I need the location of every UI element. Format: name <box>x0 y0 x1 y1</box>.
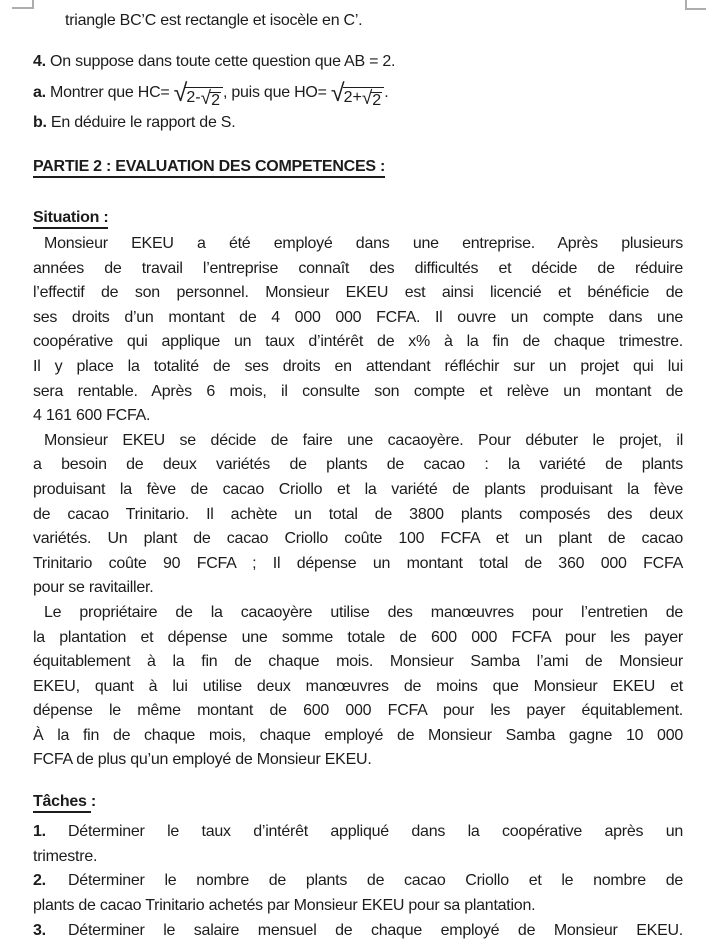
question-a-text-after: . <box>384 84 389 101</box>
paragraph-line: sera rentable. Après 6 mois, il consulte son compte et relève un montant de <box>33 382 683 400</box>
question-4-text: On suppose dans toute cette question que AB = 2. <box>50 53 396 70</box>
paragraph-line: équitablement à la fin de chaque mois. Monsieur Samba l’ami de Monsieur <box>33 653 683 671</box>
figure-border-corner-right <box>685 0 706 10</box>
question-b <box>33 110 683 135</box>
figure-border-corner-left <box>12 0 34 9</box>
paragraph-line: l’effectif de son personnel. Monsieur EKEU est ainsi licencié et bénéficie de <box>33 284 683 302</box>
tasks-heading: Tâches : <box>33 790 683 814</box>
task-item-2 <box>33 869 683 894</box>
paragraph-line: produisant la fève de cacao Criollo et la variété de plants produisant la fève <box>33 480 683 498</box>
question-a-text-middle: , puis que HO= <box>222 84 327 101</box>
question-4 <box>33 49 683 74</box>
paragraph-line: années de travail l’entreprise connaît des difficultés et décide de réduire <box>33 259 683 277</box>
paragraph-line: variétés. Un plant de cacao Criollo coûte 100 FCFA et un plant de cacao <box>33 530 683 548</box>
nested-sqrt <box>201 88 221 108</box>
paragraph-line: EKEU, quant à lui utilise deux manœuvres de moins que Monsieur EKEU et <box>33 677 683 695</box>
task-item-3 <box>33 919 683 939</box>
sqrt-expression-hc <box>174 76 223 110</box>
task-item-1 <box>33 820 683 845</box>
question-a <box>33 76 683 110</box>
task-item-1-continued: trimestre. <box>33 847 98 865</box>
paragraph-line: Monsieur EKEU se décide de faire une cacaoyère. Pour débuter le projet, il <box>44 431 683 449</box>
nested-radicand: 2 <box>372 92 382 109</box>
paragraph-line: Trinitario coûte 90 FCFA ; Il dépense un montant total de 360 000 FCFA <box>33 554 683 572</box>
task-text: Déterminer le salaire mensuel de chaque employé de Monsieur EKEU. <box>68 921 683 939</box>
task-number: 3. <box>33 921 46 939</box>
paragraph-line: Il y place la totalité de ses droits en attendant réfléchir sur un projet qui lui <box>33 357 683 375</box>
radicand-text: 2+ <box>343 89 362 106</box>
question-a-text-before: Montrer que HC= <box>50 84 170 101</box>
tasks-list <box>33 820 683 939</box>
question-4-number: 4. <box>33 53 46 70</box>
task-number: 2. <box>33 872 46 890</box>
radicand-text: 2- <box>186 89 201 106</box>
paragraph-line: pour se ravitailler. <box>33 579 154 597</box>
radical-sign: √ <box>361 88 373 109</box>
document-content <box>33 0 683 939</box>
geometry-intro-line: triangle BC’C est rectangle et isocèle en C’. <box>65 12 363 29</box>
paragraph-line: Monsieur EKEU a été employé dans une entreprise. Après plusieurs <box>44 235 683 252</box>
nested-sqrt <box>362 88 382 108</box>
nested-radicand: 2 <box>211 92 220 109</box>
question-b-text: En déduire le rapport de S. <box>50 114 236 131</box>
paragraph-line: a besoin de deux variétés de plants de cacao : la variété de plants <box>33 456 683 474</box>
sqrt-expression-ho <box>331 76 384 110</box>
paragraph-line: ses droits d’un montant de 4 000 000 FCFA. Il ouvre un compte dans une <box>33 308 683 326</box>
paragraph-line: 4 161 600 FCFA. <box>33 407 151 425</box>
paragraph-line: de cacao Trinitario. Il achète un total de 3800 plants composés des deux <box>33 505 683 523</box>
situation-body <box>33 232 683 773</box>
paragraph-line: coopérative qui applique un taux d’intérêt de x% à la fin de chaque trimestre. <box>33 333 683 351</box>
radical-sign: √ <box>330 79 345 107</box>
radical-sign: √ <box>200 88 212 109</box>
part2-heading: PARTIE 2 : EVALUATION DES COMPETENCES : <box>33 155 683 179</box>
paragraph-line: la plantation et dépense une somme totale de 600 000 FCFA pour les payer <box>33 628 683 646</box>
question-b-number: b. <box>33 114 47 131</box>
situation-heading: Situation : <box>33 206 683 230</box>
task-text: Déterminer le nombre de plants de cacao Criollo et le nombre de <box>68 872 683 890</box>
paragraph-line: FCFA de plus qu’un employé de Monsieur EKEU. <box>33 751 372 769</box>
task-item-2-continued: plants de cacao Trinitario achetés par Monsieur EKEU pour sa plantation. <box>33 897 536 915</box>
paragraph-line: dépense le même montant de 600 000 FCFA pour les payer équitablement. <box>33 702 683 720</box>
question-a-number: a. <box>33 84 46 101</box>
paragraph-line: À la fin de chaque mois, chaque employé de Monsieur Samba gagne 10 000 <box>33 726 683 744</box>
task-text: Déterminer le taux d’intérêt appliqué dans la coopérative après un <box>68 823 683 841</box>
paragraph-line: Le propriétaire de la cacaoyère utilise des manœuvres pour l’entretien de <box>44 603 683 621</box>
task-number: 1. <box>33 823 46 841</box>
radical-sign: √ <box>173 79 188 107</box>
